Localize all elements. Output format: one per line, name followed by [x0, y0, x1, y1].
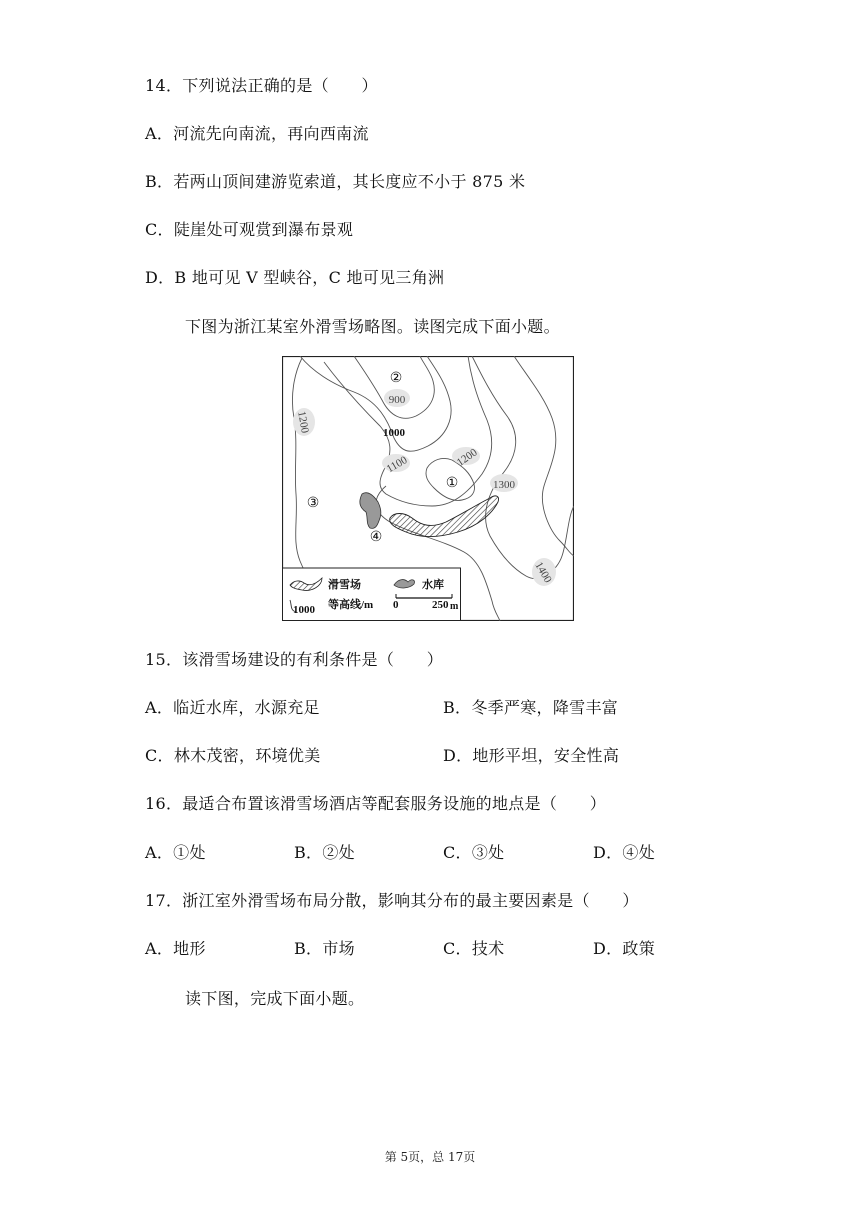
q17-option-a: A．地形	[145, 939, 206, 958]
q16-option-c: C．③处	[443, 843, 505, 862]
point-4: ④	[369, 530, 383, 545]
contour-label-1000: 1000	[383, 427, 405, 439]
ski-resort-contour-map	[282, 356, 574, 621]
legend-scale-unit: m	[450, 601, 459, 612]
q16-option-b: B．②处	[294, 843, 355, 862]
contour-label-1400: 1400	[532, 559, 554, 586]
contour-label-1300: 1300	[493, 479, 515, 491]
legend-scale-end: 250	[432, 599, 449, 611]
point-3: ③	[306, 496, 320, 511]
legend-scale-start: 0	[393, 599, 399, 611]
q17-option-c: C．技术	[443, 939, 505, 958]
q17-option-b: B．市场	[294, 939, 355, 958]
legend-contour-label: 等高线/m	[328, 599, 374, 611]
q15-option-c: C．林木茂密，环境优美	[145, 746, 321, 765]
point-2: ②	[389, 371, 403, 386]
contour-label-900: 900	[388, 394, 406, 406]
q17-option-d: D．政策	[593, 939, 656, 958]
q16-option-a: A．①处	[145, 843, 206, 862]
q16-stem: 16．最适合布置该滑雪场酒店等配套服务设施的地点是（ ）	[145, 794, 607, 813]
q14-stem: 14．下列说法正确的是（ ）	[145, 76, 378, 95]
q15-stem: 15．该滑雪场建设的有利条件是（ ）	[145, 650, 444, 669]
q14-option-b: B．若两山顶间建游览索道，其长度应不小于 875 米	[145, 172, 526, 191]
contour-label-1200-left: 1200	[295, 410, 311, 435]
contour-label-1200-right: 1200	[454, 446, 480, 469]
q15-option-a: A．临近水库，水源充足	[145, 698, 320, 717]
contour-label-1100: 1100	[384, 454, 410, 476]
map-legend	[283, 568, 461, 621]
legend-contour-value: 1000	[293, 604, 315, 616]
section-intro-next: 读下图，完成下面小题。	[185, 989, 365, 1008]
q14-option-c: C．陡崖处可观赏到瀑布景观	[145, 220, 354, 239]
q15-option-b: B．冬季严寒，降雪丰富	[443, 698, 619, 717]
legend-reservoir-label: 水库	[422, 579, 444, 591]
page-footer: 第 5页，总 17页	[384, 1150, 476, 1164]
q15-option-d: D．地形平坦，安全性高	[443, 746, 620, 765]
section-intro-ski-map: 下图为浙江某室外滑雪场略图。读图完成下面小题。	[185, 317, 560, 336]
legend-ski-label: 滑雪场	[328, 579, 361, 591]
q16-option-d: D．④处	[593, 843, 656, 862]
q14-option-a: A．河流先向南流，再向西南流	[145, 124, 369, 143]
q17-stem: 17．浙江室外滑雪场布局分散，影响其分布的最主要因素是（ ）	[145, 891, 639, 910]
point-1: ①	[445, 476, 459, 491]
q14-option-d: D．B 地可见 V 型峡谷，C 地可见三角洲	[145, 268, 445, 287]
